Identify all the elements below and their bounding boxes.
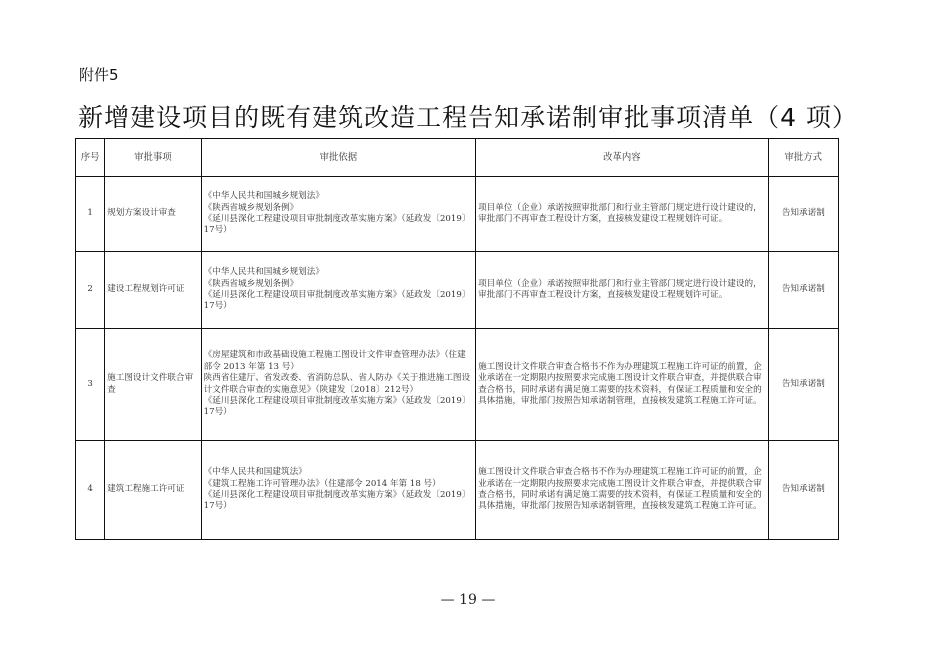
basis-line: 《陕西省城乡规划条例》 — [203, 278, 299, 289]
row-no: 2 — [76, 252, 105, 329]
table-row — [76, 441, 839, 540]
basis-line: 《陕西省城乡规划条例》 — [203, 202, 299, 213]
row-item: 规划方案设计审查 — [105, 177, 202, 252]
page-number: — 19 — — [440, 592, 496, 608]
row-reform: 施工图设计文件联合审查合格书不作为办理建筑工程施工许可证的前置，企业承诺在一定期限内按照要求完成施工图设计文件联合审查，并提供联合审查合格书，同时承诺有满足施工需要的技术资料，有保证工程质量和安全的具体措施，审批部门按照告知承诺制管理，直接核发建筑工程施工许可证。 — [476, 329, 769, 441]
table-row — [76, 252, 839, 329]
row-no: 4 — [76, 441, 105, 540]
row-basis — [201, 329, 475, 441]
header-basis: 审批依据 — [201, 139, 475, 177]
row-mode: 告知承诺制 — [768, 252, 838, 329]
header-reform: 改革内容 — [476, 139, 769, 177]
row-no: 1 — [76, 177, 105, 252]
basis-line: 陕西省住建厅、省发改委、省消防总队、省人防办《关于推进施工图设计文件联合审查的实施意见》（陕建发〔2018〕212号） — [203, 373, 471, 395]
row-mode: 告知承诺制 — [768, 329, 838, 441]
row-basis — [201, 252, 475, 329]
table-header-row — [76, 139, 839, 177]
basis-line: 《建筑工程施工许可管理办法》（住建部令 2014 年第 18 号） — [203, 478, 441, 489]
row-no: 3 — [76, 329, 105, 441]
basis-line: 《延川县深化工程建设项目审批制度改革实施方案》（延政发〔2019〕17号） — [203, 490, 471, 512]
basis-line: 《中华人民共和国城乡规划法》 — [203, 267, 324, 278]
row-mode: 告知承诺制 — [768, 441, 838, 540]
row-item: 建筑工程施工许可证 — [105, 441, 202, 540]
header-no: 序号 — [76, 139, 105, 177]
row-mode: 告知承诺制 — [768, 177, 838, 252]
row-basis — [201, 441, 475, 540]
basis-line: 《延川县深化工程建设项目审批制度改革实施方案》（延政发〔2019〕17号） — [203, 395, 471, 418]
basis-line: 《延川县深化工程建设项目审批制度改革实施方案》（延政发〔2019〕17号） — [203, 290, 471, 312]
basis-line: 《房屋建筑和市政基础设施工程施工图设计文件审查管理办法》（住建部令 2013 年第 13 号） — [203, 350, 466, 372]
table-row — [76, 177, 839, 252]
basis-line: 《中华人民共和国城乡规划法》 — [203, 191, 324, 202]
row-reform: 项目单位（企业）承诺按照审批部门和行业主管部门规定进行设计建设的，审批部门不再审查工程设计方案，直接核发建设工程规划许可证。 — [476, 177, 769, 252]
row-item: 建设工程规划许可证 — [105, 252, 202, 329]
attachment-label: 附件5 — [79, 66, 119, 84]
approval-items-table — [75, 138, 839, 540]
row-item: 施工图设计文件联合审查 — [105, 329, 202, 441]
table-row — [76, 329, 839, 441]
basis-line: 《中华人民共和国建筑法》 — [203, 467, 307, 478]
row-reform: 施工图设计文件联合审查合格书不作为办理建筑工程施工许可证的前置，企业承诺在一定期限内按照要求完成施工图设计文件联合审查，并提供联合审查合格书，同时承诺有满足施工需要的技术资料，有保证工程质量和安全的具体措施，审批部门按照告知承诺制管理，直接核发建筑工程施工许可证。 — [476, 441, 769, 540]
document-title: 新增建设项目的既有建筑改造工程告知承诺制审批事项清单（4 项） — [78, 103, 858, 132]
header-mode: 审批方式 — [768, 139, 838, 177]
header-item: 审批事项 — [105, 139, 202, 177]
row-reform: 项目单位（企业）承诺按照审批部门和行业主管部门规定进行设计建设的，审批部门不再审查工程设计方案，直接核发建设工程规划许可证。 — [476, 252, 769, 329]
basis-line: 《延川县深化工程建设项目审批制度改革实施方案》（延政发〔2019〕17号） — [203, 214, 471, 236]
row-basis — [201, 177, 475, 252]
